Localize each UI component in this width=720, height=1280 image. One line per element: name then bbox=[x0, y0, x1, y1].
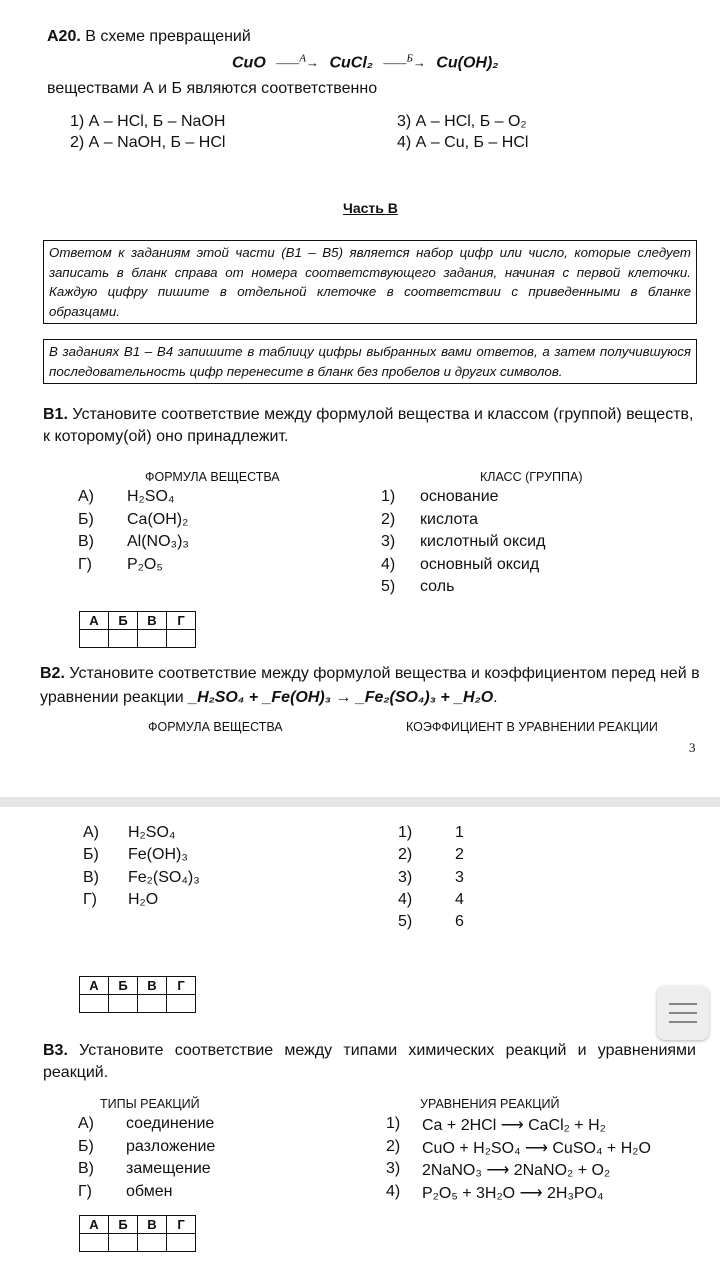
option-number: 5) bbox=[398, 913, 413, 931]
task-b1-text bbox=[43, 404, 698, 448]
option-text: 1 bbox=[455, 824, 464, 841]
arrow-b: ——$^Б$→ bbox=[383, 53, 426, 71]
table-header: А bbox=[80, 1216, 109, 1234]
item-letter: А) bbox=[83, 824, 99, 841]
menu-icon bbox=[669, 1003, 697, 1005]
answer-cell[interactable] bbox=[80, 995, 109, 1013]
item-text: разложение bbox=[126, 1137, 216, 1155]
page-break bbox=[0, 797, 720, 807]
answer-cell[interactable] bbox=[80, 630, 109, 648]
item-text: Fe(OH)₃ bbox=[128, 846, 188, 864]
table-header: В bbox=[138, 1216, 167, 1234]
arrow-a: ——$^А$→ bbox=[276, 53, 319, 71]
answer-option[interactable]: 4) А – Cu, Б – HCl bbox=[397, 134, 529, 151]
item-letter: А) bbox=[78, 488, 94, 505]
scheme-substance: Cu(OH)₂ bbox=[436, 54, 499, 72]
option-text: кислотный оксид bbox=[420, 533, 546, 550]
option-number: 1) bbox=[381, 488, 396, 505]
menu-icon bbox=[669, 1012, 697, 1014]
question-text: Установите соответствие между типами химических реакций и уравнениями реакций. bbox=[43, 1042, 696, 1081]
section-title: Часть В bbox=[343, 200, 398, 216]
table-header: Б bbox=[109, 612, 138, 630]
option-text: CuO + H₂SO₄ ⟶ CuSO₄ + H₂O bbox=[422, 1139, 651, 1157]
option-number: 4) bbox=[386, 1182, 401, 1200]
answer-cell[interactable] bbox=[109, 1234, 138, 1252]
item-letter: Б) bbox=[83, 846, 99, 864]
option-number: 1) bbox=[398, 824, 413, 841]
table-header: В bbox=[138, 612, 167, 630]
option-number: 4) bbox=[381, 555, 396, 573]
item-text: обмен bbox=[126, 1182, 173, 1200]
answer-table[interactable] bbox=[79, 1215, 196, 1252]
scheme-substance: CuO bbox=[232, 54, 266, 72]
answer-cell[interactable] bbox=[167, 1234, 196, 1252]
answer-table[interactable] bbox=[79, 976, 196, 1013]
item-letter: В) bbox=[78, 533, 94, 550]
option-number: 2) bbox=[381, 510, 396, 528]
option-text: 2NaNO₃ ⟶ 2NaNO₂ + O₂ bbox=[422, 1162, 611, 1180]
arrow-label: Б bbox=[406, 53, 413, 65]
item-text: соединение bbox=[126, 1115, 215, 1132]
item-letter: В) bbox=[83, 868, 99, 886]
item-text: Fe₂(SO₄)₃ bbox=[128, 868, 200, 886]
table-header: В bbox=[138, 977, 167, 995]
table-header: Б bbox=[109, 977, 138, 995]
table-header: А bbox=[80, 977, 109, 995]
item-letter: Г) bbox=[78, 1182, 92, 1200]
intro-text: В схеме превращений bbox=[85, 28, 251, 45]
option-text: 4 bbox=[455, 890, 464, 908]
option-number: 2) bbox=[386, 1137, 401, 1155]
question-text: веществами А и Б являются соответственно bbox=[47, 80, 378, 97]
question-text: Установите соответствие между формулой вещества и классом (группой) веществ, к которому(ой) оно принадлежит. bbox=[43, 406, 694, 445]
column-header: ФОРМУЛА ВЕЩЕСТВА bbox=[145, 470, 280, 484]
item-letter: Б) bbox=[78, 1137, 94, 1155]
task-b2-text2: уравнении реакции _H₂SO₄ + _Fe(OH)₃ → _Fe₂(SO₄)₃ + _H₂O. bbox=[40, 689, 498, 706]
answer-table[interactable] bbox=[79, 611, 196, 648]
instructions-box: В заданиях В1 – В4 запишите в таблицу цифры выбранных вами ответов, а затем получившуюся последовательность цифр перенесите в бланк без пробелов и других символов. bbox=[43, 339, 697, 384]
item-letter: Б) bbox=[78, 510, 94, 528]
instructions-box: Ответом к заданиям этой части (В1 – В5) является набор цифр или число, которые следует записать в бланк справа от номера соответствующего задания, начиная с первой клеточки. Каждую цифру пишите в отдельной клеточке в соответствии с приведенными в бланке образцами. bbox=[43, 240, 697, 324]
question-text: уравнении реакции bbox=[40, 689, 189, 706]
column-header: ФОРМУЛА ВЕЩЕСТВА bbox=[148, 720, 283, 734]
item-text: Al(NO₃)₃ bbox=[127, 533, 189, 550]
item-text: H₂SO₄ bbox=[127, 488, 175, 505]
item-text: Ca(OH)₂ bbox=[127, 510, 189, 528]
option-number: 1) bbox=[386, 1115, 401, 1132]
table-header: Г bbox=[167, 612, 196, 630]
answer-cell[interactable] bbox=[80, 1234, 109, 1252]
conversion-scheme bbox=[232, 53, 498, 72]
answer-cell[interactable] bbox=[138, 630, 167, 648]
task-b2-text bbox=[40, 665, 700, 683]
answer-cell[interactable] bbox=[138, 995, 167, 1013]
arrow-label: А bbox=[299, 53, 306, 65]
option-number: 3) bbox=[398, 868, 413, 886]
item-text: H₂O bbox=[128, 890, 159, 908]
option-text: 6 bbox=[455, 913, 464, 931]
option-text: P₂O₅ + 3H₂O ⟶ 2H₃PO₄ bbox=[422, 1184, 604, 1202]
column-header: ТИПЫ РЕАКЦИЙ bbox=[100, 1097, 200, 1111]
answer-option[interactable]: 3) А – HCl, Б – O₂ bbox=[397, 113, 527, 130]
scheme-substance: CuCl₂ bbox=[329, 54, 373, 72]
option-text: основание bbox=[420, 488, 499, 505]
option-text: 3 bbox=[455, 868, 464, 886]
answer-cell[interactable] bbox=[138, 1234, 167, 1252]
task-number: В1. bbox=[43, 406, 68, 423]
menu-button[interactable] bbox=[657, 986, 709, 1040]
item-letter: В) bbox=[78, 1160, 94, 1178]
reaction-equation: _H₂SO₄ + _Fe(OH)₃ → _Fe₂(SO₄)₃ + _H₂O bbox=[188, 689, 494, 706]
task-number: В2. bbox=[40, 665, 65, 682]
item-letter: Г) bbox=[78, 555, 92, 573]
answer-cell[interactable] bbox=[167, 630, 196, 648]
page-number: 3 bbox=[689, 740, 696, 755]
item-text: H₂SO₄ bbox=[128, 824, 176, 841]
option-text: соль bbox=[420, 578, 455, 595]
option-text: основный оксид bbox=[420, 555, 540, 573]
column-header: КОЭФФИЦИЕНТ В УРАВНЕНИИ РЕАКЦИИ bbox=[406, 720, 658, 734]
table-header: Г bbox=[167, 977, 196, 995]
option-text: 2 bbox=[455, 846, 464, 864]
task-number: В3. bbox=[43, 1042, 68, 1059]
answer-cell[interactable] bbox=[109, 630, 138, 648]
a20-intro bbox=[47, 28, 251, 46]
item-letter: Г) bbox=[83, 890, 97, 908]
question-text: Установите соответствие между формулой вещества и коэффициентом перед ней в bbox=[69, 665, 700, 682]
item-text: P₂O₅ bbox=[127, 555, 163, 573]
answer-option[interactable]: 1) А – HCl, Б – NaOH bbox=[70, 113, 226, 130]
column-header: КЛАСС (ГРУППА) bbox=[480, 470, 583, 484]
option-text: Ca + 2HCl ⟶ CaCl₂ + H₂ bbox=[422, 1117, 606, 1134]
item-text: замещение bbox=[126, 1160, 211, 1178]
table-header: Г bbox=[167, 1216, 196, 1234]
item-letter: А) bbox=[78, 1115, 94, 1132]
answer-option[interactable]: 2) А – NaOH, Б – HCl bbox=[70, 134, 226, 151]
option-text: кислота bbox=[420, 510, 479, 528]
task-b3-text bbox=[43, 1040, 696, 1084]
option-number: 5) bbox=[381, 578, 396, 595]
option-number: 2) bbox=[398, 846, 413, 864]
answer-cell[interactable] bbox=[109, 995, 138, 1013]
table-header: А bbox=[80, 612, 109, 630]
answer-cell[interactable] bbox=[167, 995, 196, 1013]
option-number: 3) bbox=[381, 533, 396, 550]
task-number: A20. bbox=[47, 28, 81, 45]
option-number: 3) bbox=[386, 1160, 401, 1178]
option-number: 4) bbox=[398, 890, 413, 908]
table-header: Б bbox=[109, 1216, 138, 1234]
column-header: УРАВНЕНИЯ РЕАКЦИЙ bbox=[420, 1097, 560, 1111]
menu-icon bbox=[669, 1021, 697, 1023]
